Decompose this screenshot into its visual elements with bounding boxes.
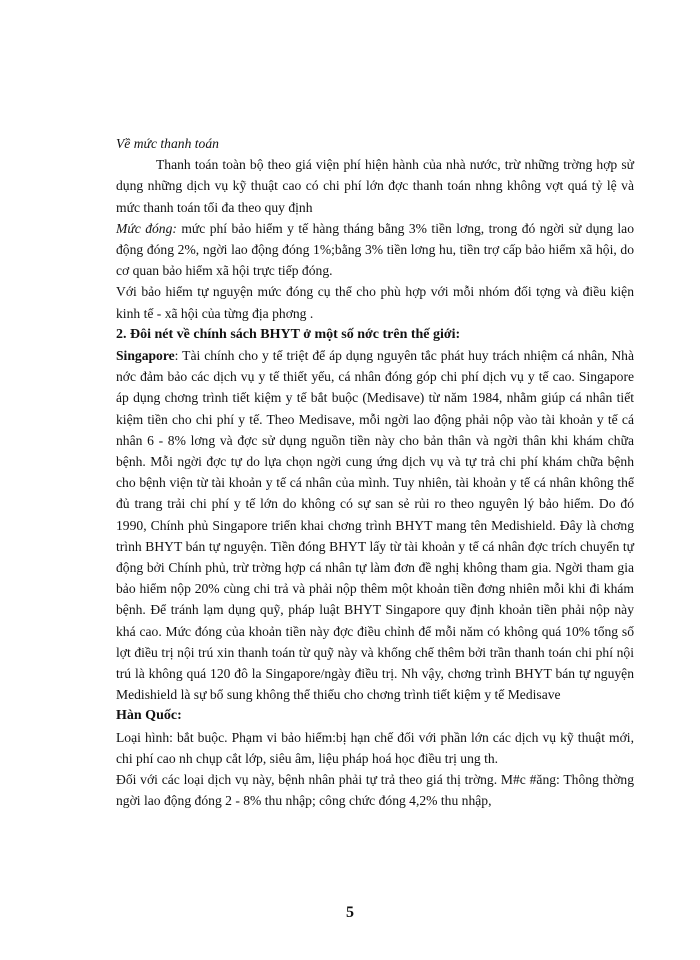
korea-paragraph-1: Loại hình: bắt buộc. Phạm vi bảo hiểm:bị hạn chế đối với phần lớn các dịch vụ kỹ thuật mới, chi phí cao nh chụp cắt lớp, siêu âm, liệu pháp hoá học điều trị ung th. bbox=[116, 729, 634, 766]
singapore-label: Singapore bbox=[116, 348, 175, 364]
contribution-label: Mức đóng: bbox=[116, 220, 177, 236]
section-label: Về mức thanh toán bbox=[116, 136, 219, 151]
payment-paragraph: Thanh toán toàn bộ theo giá viện phí hiện hành của nhà nước, trừ những trờng hợp sử dụng những dịch vụ kỹ thuật cao có chi phí lớn đợc thanh toán nhng không vợt quá tỷ lệ và mức thanh toán tối đa theo quy định bbox=[116, 157, 634, 215]
korea-paragraph-2: Đối với các loại dịch vụ này, bệnh nhân phải tự trả theo giá thị trờng. M#c #ăng: Thông thờng ngời lao động đóng 2 - 8% thu nhập; công chức đóng 4,2% thu nhập, bbox=[116, 772, 634, 809]
section-heading: 2. Đôi nét về chính sách BHYT ở một số nớc trên thế giới: bbox=[116, 326, 461, 342]
voluntary-paragraph: Với bảo hiểm tự nguyện mức đóng cụ thể cho phù hợp với mỗi nhóm đối tợng và điều kiện kinh tế - xã hội của từng địa phơng . bbox=[116, 284, 634, 321]
page-body bbox=[116, 133, 634, 812]
page-number: 5 bbox=[346, 904, 354, 921]
contribution-paragraph bbox=[116, 218, 634, 282]
singapore-text: : Tài chính cho y tế triệt để áp dụng nguyên tắc phát huy trách nhiệm cá nhân, Nhà nớc đảm bảo các dịch vụ y tế thiết yếu, cá nhân đóng góp chi phí dịch vụ y tế cao. Singapore áp dụng chơng trình tiết kiệm y tế bắt buộc (Medisave) từ năm 1984, nhằm giúp cá nhân tiết kiệm tiền cho chi phí y tế. Theo Medisave, mỗi ngời lao động phải nộp vào tài khoản y tế cá nhân 6 - 8% lơng và đợc sử dụng nguồn tiền này cho bản thân và ngời thân khi khám chữa bệnh. Mỗi ngời đợc tự do lựa chọn ngời cung ứng dịch vụ và tự trả chi phí khám chữa bệnh cho bệnh viện từ tài khoản y tế cá nhân của mình. Tuy nhiên, tài khoản y tế cá nhân không thể đủ trang trải chi phí y tế lớn do không có sự san sẻ rủi ro theo nguyên lý bảo hiểm. Do đó 1990, Chính phủ Singapore triển khai chơng trình BHYT mang tên Medishield. Đây là chơng trình BHYT bán tự nguyện. Tiền đóng BHYT lấy từ tài khoản y tế cá nhân đợc trích chuyển tự động bởi Chính phủ, trừ trờng hợp cá nhân tự làm đơn đề nghị không tham gia. Ngời tham gia bảo hiểm nộp 20% cùng chi trả và phải nộp thêm một khoản tiền đơng nhiên mỗi khi đi khám bệnh. Để tránh lạm dụng quỹ, pháp luật BHYT Singapore quy định khoản tiền phải nộp này khá cao. Mức đóng của khoản tiền này đợc điều chỉnh để mỗi năm có không quá 10% tổng số lợt điều trị nội trú xin thanh toán từ quỹ này và khống chế thêm bởi trần thanh toán chi phí nội trú là không quá 120 đô la Singapore/ngày điều trị. Nh vậy, chơng trình BHYT bán tự nguyện Medishield là sự bổ sung không thể thiếu cho chơng trình tiết kiệm y tế Medisave bbox=[116, 348, 634, 703]
contribution-text: mức phí bảo hiểm y tế hàng tháng bằng 3% tiền lơng, trong đó ngời sử dụng lao động đóng 2%, ngời lao động đóng 1%;bằng 3% tiền lơng hu, tiền trợ cấp bảo hiểm xã hội, do cơ quan bảo hiểm xã hội trực tiếp đóng. bbox=[116, 220, 634, 279]
singapore-paragraph bbox=[116, 345, 634, 705]
korea-heading: Hàn Quốc: bbox=[116, 708, 182, 724]
